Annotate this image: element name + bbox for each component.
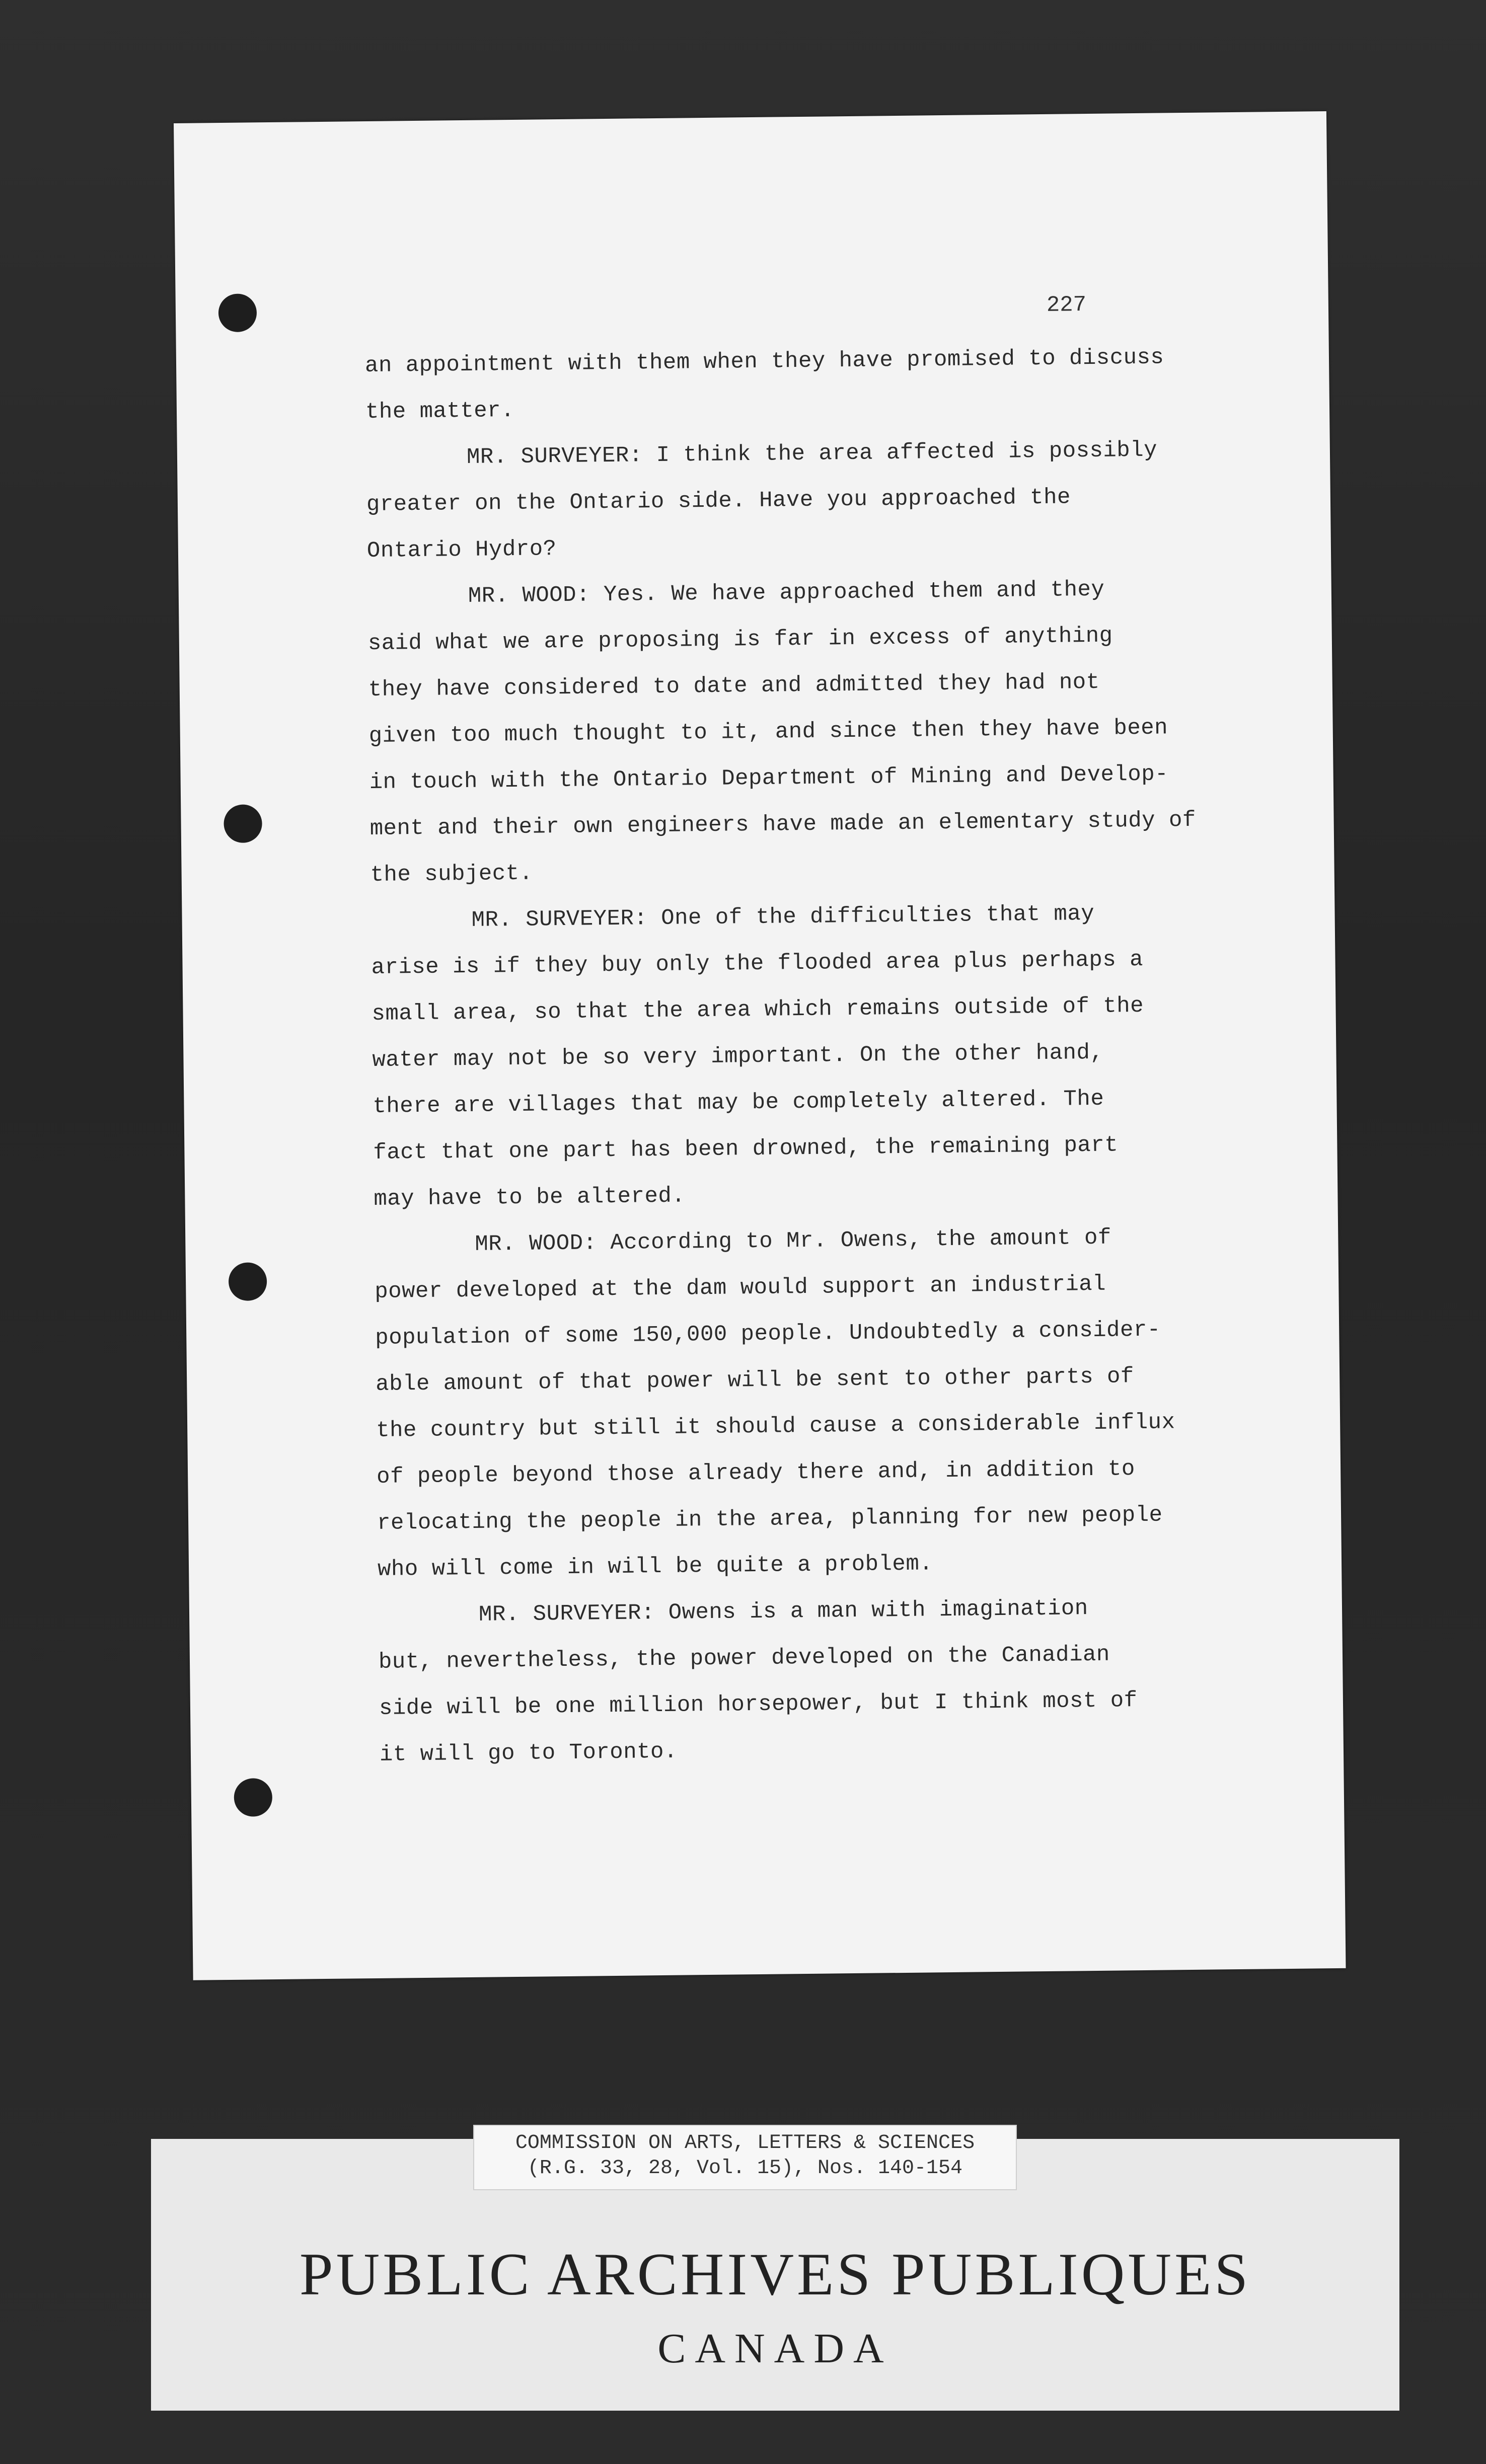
transcript-line: they have considered to date and admitted they had not (368, 669, 1100, 703)
transcript-line: relocating the people in the area, planning for new people (377, 1502, 1163, 1536)
transcript-line: able amount of that power will be sent to other parts of (376, 1364, 1135, 1397)
transcript-line: power developed at the dam would support an industrial (375, 1271, 1106, 1304)
transcript-line: the country but still it should cause a considerable influx (376, 1410, 1175, 1443)
transcript-line: given too much thought to it, and since then they have been (368, 715, 1168, 749)
archive-country: CANADA (657, 2325, 893, 2372)
transcript-line: there are villages that may be completely altered. The (373, 1086, 1104, 1119)
document-page (174, 111, 1346, 1980)
transcript-line: MR. SURVEYER: One of the difficulties that may (471, 901, 1095, 933)
page-number: 227 (1046, 292, 1087, 318)
transcript-line: ment and their own engineers have made an elementary study of (369, 807, 1197, 841)
transcript-line: MR. SURVEYER: Owens is a man with imagination (478, 1596, 1088, 1628)
transcript-line: may have to be altered. (374, 1183, 686, 1212)
transcript-line: arise is if they buy only the flooded area plus perhaps a (371, 947, 1144, 980)
transcript-line: MR. WOOD: Yes. We have approached them and they (468, 577, 1105, 609)
transcript-line: who will come in will be quite a problem. (377, 1551, 933, 1582)
transcript-line: in touch with the Ontario Department of Mining and Develop- (369, 761, 1169, 795)
transcript-line: Ontario Hydro? (366, 536, 557, 564)
transcript-line: small area, so that the area which remains outside of the (372, 993, 1144, 1027)
transcript-line: MR. SURVEYER: I think the area affected is possibly (466, 437, 1158, 470)
reference-line-2: (R.G. 33, 28, Vol. 15), Nos. 140-154 (527, 2157, 963, 2180)
transcript-line: side will be one million horsepower, but I think most of (379, 1688, 1138, 1721)
transcript-line: MR. WOOD: According to Mr. Owens, the amount of (475, 1225, 1112, 1257)
transcript-line: it will go to Toronto. (379, 1739, 678, 1767)
punch-hole (224, 804, 262, 843)
transcript-line: an appointment with them when they have promised to discuss (364, 345, 1164, 379)
transcript-line: the matter. (365, 398, 515, 425)
punch-hole (229, 1262, 267, 1301)
punch-hole (218, 293, 257, 332)
transcript-line: said what we are proposing is far in excess of anything (367, 623, 1113, 657)
transcript-line: water may not be so very important. On the other hand, (372, 1040, 1104, 1073)
transcript-line: population of some 150,000 people. Undoubtedly a consider- (375, 1317, 1161, 1351)
transcript-line: but, nevertheless, the power developed on the Canadian (378, 1642, 1110, 1675)
transcript-line: the subject. (370, 861, 533, 888)
transcript-line: fact that one part has been drowned, the remaining part (373, 1132, 1119, 1166)
transcript-line: of people beyond those already there and, in addition to (376, 1456, 1136, 1490)
archive-reference-label (473, 2125, 1017, 2190)
reference-line-1: COMMISSION ON ARTS, LETTERS & SCIENCES (515, 2132, 975, 2154)
transcript-body (365, 334, 1266, 1778)
punch-hole (234, 1778, 272, 1817)
archive-title: PUBLIC ARCHIVES PUBLIQUES (299, 2241, 1251, 2307)
transcript-line: greater on the Ontario side. Have you approached the (366, 485, 1071, 518)
